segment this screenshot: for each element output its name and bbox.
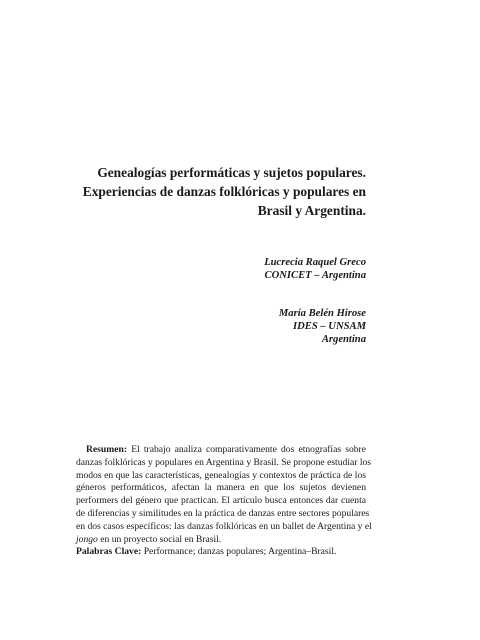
- abstract-line: de diferencias y similitudes en la práctica de danzas entre sectores populares: [76, 507, 370, 519]
- title-line: Genealogías performáticas y sujetos populares.: [97, 165, 366, 180]
- keywords-label: Palabras Clave:: [76, 546, 142, 558]
- author-name: María Belén Hirose: [278, 308, 366, 319]
- title-line: Experiencias de danzas folklóricas y populares en: [82, 184, 366, 199]
- abstract-line: modos en que las características, genealogías y contextos de práctica de los: [76, 469, 366, 481]
- abstract-line: danzas folklóricas y populares en Argentina y Brasil. Se propone estudiar los: [76, 456, 372, 468]
- abstract: [76, 444, 372, 559]
- author-affiliation: Argentina: [321, 334, 366, 345]
- author-affiliation: CONICET – Argentina: [264, 270, 366, 281]
- abstract-label: Resumen:: [86, 444, 128, 455]
- abstract-line: [76, 534, 366, 547]
- abstract-italic-term: jongo: [76, 533, 98, 545]
- paper-title: [46, 163, 366, 220]
- title-line: Brasil y Argentina.: [257, 203, 366, 218]
- abstract-line: géneros performáticos, afectan la manera en que los sujetos devienen: [76, 482, 366, 494]
- abstract-line: en dos casos específicos: las danzas folklóricas en un ballet de Argentina y el: [76, 520, 372, 532]
- keywords-text: Performance; danzas populares; Argentina–Brasil.: [141, 546, 337, 558]
- keywords-line: [76, 546, 366, 559]
- author-block: [126, 307, 366, 346]
- author-name: Lucrecia Raquel Greco: [264, 257, 366, 268]
- abstract-line: [76, 444, 366, 457]
- author-block: [126, 256, 366, 282]
- abstract-line: performers del género que practican. El artículo busca entonces dar cuenta: [76, 495, 366, 507]
- abstract-text: en un proyecto social en Brasil.: [97, 533, 222, 545]
- abstract-text: El trabajo analiza comparativamente dos etnografías sobre: [131, 444, 366, 455]
- author-affiliation: IDES – UNSAM: [292, 321, 366, 332]
